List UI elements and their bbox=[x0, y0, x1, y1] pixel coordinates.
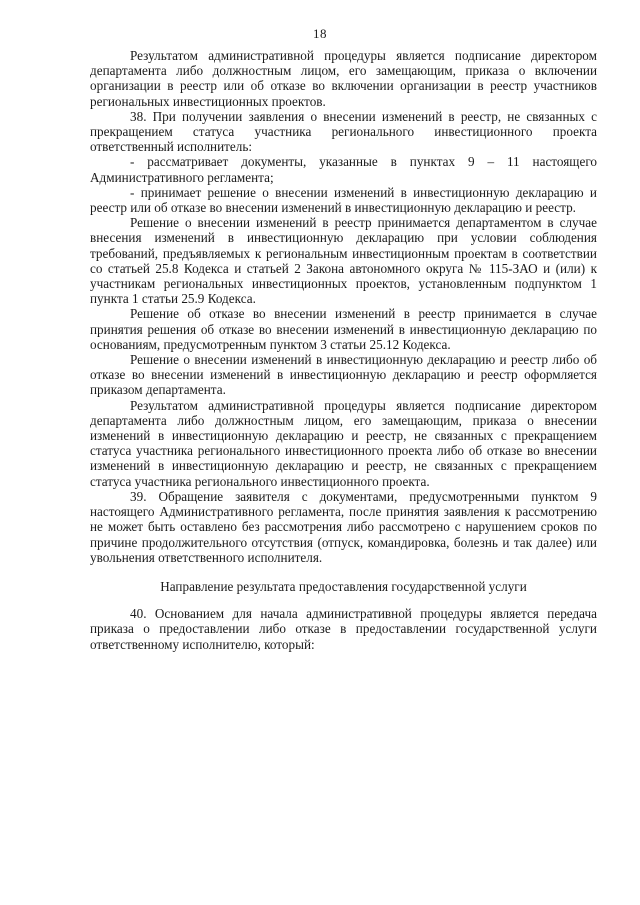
document-body bbox=[90, 48, 597, 652]
paragraph-39: 39. Обращение заявителя с документами, предусмотренными пунктом 9 настоящего Административного регламента, после принятия заявления к рассмотрению не может быть оставлено без рассмотрения либо рассмотрено с нарушением сроков по причине продолжительного отсутствия (отпуск, командировка, болезнь и так далее) или увольнения ответственного исполнителя. bbox=[90, 488, 597, 565]
section-heading: Направление результата предоставления государственной услуги bbox=[160, 578, 527, 594]
paragraph-38-intro: 38. При получении заявления о внесении изменений в реестр, не связанных с прекращением статуса участника регионального инвестиционного проекта ответственный исполнитель: bbox=[90, 108, 597, 155]
list-item-review-documents: - рассматривает документы, указанные в пунктах 9 – 11 настоящего Административного регламента; bbox=[90, 154, 597, 185]
page-number: 18 bbox=[313, 26, 327, 41]
paragraph-result-inclusion: Результатом административной процедуры является подписание директором департамента либо должностным лицом, его замещающим, приказа о включении организации в реестр или об отказе во включении организации в реестр участников региональных инвестиционных проектов. bbox=[90, 48, 597, 109]
paragraph-result-changes: Результатом административной процедуры является подписание директором департамента либо должностным лицом, его замещающим, приказа о внесении изменений в инвестиционную декларацию и реестр, не связанных с прекращением статуса участника регионального инвестиционного проекта либо об отказе во внесении изменений в инвестиционную декларацию и реестр, не связанных с прекращением статуса участника регионального инвестиционного проекта. bbox=[90, 397, 597, 489]
list-item-make-decision: - принимает решение о внесении изменений в инвестиционную декларацию и реестр или об отказе во внесении изменений в инвестиционную декларацию и реестр. bbox=[90, 184, 597, 216]
paragraph-decision-order: Решение о внесении изменений в инвестиционную декларацию и реестр либо об отказе во внесении изменений в инвестиционную декларацию и реестр оформляется приказом департамента. bbox=[90, 352, 597, 398]
paragraph-decision-refusal: Решение об отказе во внесении изменений в реестр принимается в случае принятия решения об отказе во внесении изменений в инвестиционную декларацию по основаниям, предусмотренным пунктом 3 статьи 25.12 Кодекса. bbox=[90, 306, 597, 352]
paragraph-40: 40. Основанием для начала административной процедуры является передача приказа о предоставлении либо отказе в предоставлении государственной услуги ответственному исполнителю, который: bbox=[90, 606, 597, 652]
paragraph-decision-on-changes: Решение о внесении изменений в реестр принимается департаментом в случае внесения изменений в инвестиционную декларацию при условии соблюдения требований, предъявляемых к региональным инвестиционным проектам в соответствии со статьей 25.8 Кодекса и статьей 2 Закона автономного округа № 115-ЗАО и (или) к участникам региональных инвестиционных проектов, установленным подпунктом 1 пункта 1 статьи 25.9 Кодекса. bbox=[90, 215, 597, 307]
